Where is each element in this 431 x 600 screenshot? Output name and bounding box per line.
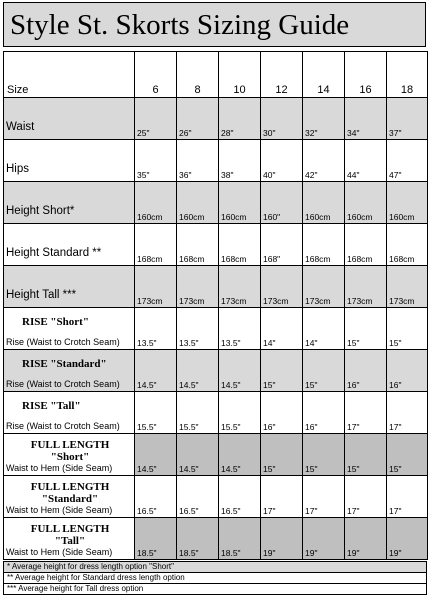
rise-label xyxy=(4,350,135,392)
footnote-standard: ** Average height for Standard dress length option xyxy=(4,573,427,584)
measurement-cell: 15" xyxy=(345,308,387,350)
measurement-cell: 40" xyxy=(261,140,303,182)
measurement-cell: 15" xyxy=(345,434,387,476)
measurement-cell: 19" xyxy=(387,518,428,560)
full-length-heading: FULL LENGTH xyxy=(30,439,110,451)
measurement-cell: 15.5" xyxy=(219,392,261,434)
table-row xyxy=(4,518,428,560)
measurement-cell: 17" xyxy=(387,392,428,434)
measurement-cell: 14.5" xyxy=(219,434,261,476)
measurement-cell: 19" xyxy=(345,518,387,560)
measurement-cell: 16.5" xyxy=(219,476,261,518)
table-row xyxy=(4,476,428,518)
measurement-cell: 16.5" xyxy=(135,476,177,518)
size-8-header: 8 xyxy=(177,52,219,98)
measurement-cell: 16" xyxy=(303,392,345,434)
page-title: Style St. Skorts Sizing Guide xyxy=(3,2,426,47)
measurement-cell: 16" xyxy=(387,350,428,392)
table-row xyxy=(4,140,428,182)
measurement-cell: 173cm xyxy=(177,266,219,308)
measurement-cell: 34" xyxy=(345,98,387,140)
measurement-cell: 168cm xyxy=(387,224,428,266)
footnotes xyxy=(3,561,427,595)
measurement-cell: 28" xyxy=(219,98,261,140)
rise-subheading: Rise (Waist to Crotch Seam) xyxy=(6,337,120,347)
measurement-cell: 168cm xyxy=(303,224,345,266)
measurement-cell: 19" xyxy=(261,518,303,560)
footnote-tall: *** Average height for Tall dress option xyxy=(4,584,427,595)
measurement-cell: 17" xyxy=(261,476,303,518)
full-length-subheading: Waist to Hem (Side Seam) xyxy=(6,463,113,473)
full-length-label xyxy=(4,434,135,476)
measurement-cell: 14.5" xyxy=(177,434,219,476)
full-length-subheading: Waist to Hem (Side Seam) xyxy=(6,547,113,557)
table-row xyxy=(4,224,428,266)
measurement-cell: 160cm xyxy=(345,182,387,224)
measurement-cell: 18.5" xyxy=(219,518,261,560)
full-length-heading: FULL LENGTH xyxy=(30,481,110,493)
measurement-cell: 160cm xyxy=(387,182,428,224)
measurement-cell: 14.5" xyxy=(219,350,261,392)
measurement-cell: 173cm xyxy=(303,266,345,308)
row-label: Waist xyxy=(4,98,135,140)
measurement-cell: 168" xyxy=(261,224,303,266)
row-label: Height Short* xyxy=(4,182,135,224)
rise-label xyxy=(4,308,135,350)
rise-label xyxy=(4,392,135,434)
measurement-cell: 160cm xyxy=(219,182,261,224)
measurement-cell: 38" xyxy=(219,140,261,182)
measurement-cell: 18.5" xyxy=(135,518,177,560)
measurement-cell: 173cm xyxy=(219,266,261,308)
measurement-cell: 16" xyxy=(261,392,303,434)
measurement-cell: 17" xyxy=(345,476,387,518)
measurement-cell: 17" xyxy=(303,476,345,518)
measurement-cell: 16.5" xyxy=(177,476,219,518)
full-length-subheading: Waist to Hem (Side Seam) xyxy=(6,505,113,515)
measurement-cell: 13.5" xyxy=(177,308,219,350)
measurement-cell: 168cm xyxy=(345,224,387,266)
measurement-cell: 15.5" xyxy=(135,392,177,434)
measurement-cell: 173cm xyxy=(261,266,303,308)
table-row xyxy=(4,350,428,392)
table-row xyxy=(4,266,428,308)
measurement-cell: 160cm xyxy=(135,182,177,224)
measurement-cell: 160" xyxy=(261,182,303,224)
size-header: Size xyxy=(4,52,135,98)
measurement-cell: 15.5" xyxy=(177,392,219,434)
measurement-cell: 14" xyxy=(261,308,303,350)
measurement-cell: 19" xyxy=(303,518,345,560)
measurement-cell: 36" xyxy=(177,140,219,182)
header-row xyxy=(4,52,428,98)
measurement-cell: 15" xyxy=(303,350,345,392)
rise-subheading: Rise (Waist to Crotch Seam) xyxy=(6,379,120,389)
measurement-cell: 25" xyxy=(135,98,177,140)
measurement-cell: 13.5" xyxy=(219,308,261,350)
table-row xyxy=(4,98,428,140)
full-length-variant: "Tall" xyxy=(54,535,86,547)
measurement-cell: 173cm xyxy=(135,266,177,308)
full-length-variant: "Short" xyxy=(50,451,90,463)
full-length-label xyxy=(4,518,135,560)
measurement-cell: 35" xyxy=(135,140,177,182)
full-length-variant: "Standard" xyxy=(41,493,99,505)
measurement-cell: 14.5" xyxy=(177,350,219,392)
row-label: Hips xyxy=(4,140,135,182)
measurement-cell: 37" xyxy=(387,98,428,140)
measurement-cell: 15" xyxy=(261,434,303,476)
measurement-cell: 17" xyxy=(387,476,428,518)
measurement-cell: 16" xyxy=(345,350,387,392)
measurement-cell: 173cm xyxy=(387,266,428,308)
full-length-label xyxy=(4,476,135,518)
measurement-cell: 168cm xyxy=(135,224,177,266)
measurement-cell: 168cm xyxy=(177,224,219,266)
measurement-cell: 32" xyxy=(303,98,345,140)
size-16-header: 16 xyxy=(345,52,387,98)
size-10-header: 10 xyxy=(219,52,261,98)
measurement-cell: 14" xyxy=(303,308,345,350)
measurement-cell: 17" xyxy=(345,392,387,434)
measurement-cell: 13.5" xyxy=(135,308,177,350)
table-row xyxy=(4,392,428,434)
table-row xyxy=(4,434,428,476)
rise-heading: RISE "Standard" xyxy=(22,358,107,370)
sizing-guide-sheet xyxy=(3,2,428,594)
table-row xyxy=(4,182,428,224)
row-label: Height Standard ** xyxy=(4,224,135,266)
measurement-cell: 14.5" xyxy=(135,350,177,392)
size-18-header: 18 xyxy=(387,52,428,98)
size-6-header: 6 xyxy=(135,52,177,98)
size-14-header: 14 xyxy=(303,52,345,98)
row-label: Height Tall *** xyxy=(4,266,135,308)
measurement-cell: 15" xyxy=(261,350,303,392)
measurement-cell: 14.5" xyxy=(135,434,177,476)
rise-heading: RISE "Tall" xyxy=(22,400,81,412)
measurement-cell: 47" xyxy=(387,140,428,182)
measurement-cell: 30" xyxy=(261,98,303,140)
measurement-cell: 15" xyxy=(303,434,345,476)
size-12-header: 12 xyxy=(261,52,303,98)
measurement-cell: 160cm xyxy=(177,182,219,224)
rise-subheading: Rise (Waist to Crotch Seam) xyxy=(6,421,120,431)
measurement-cell: 173cm xyxy=(345,266,387,308)
measurement-cell: 168cm xyxy=(219,224,261,266)
footnote-short: * Average height for dress length option "Short" xyxy=(4,562,427,573)
sizing-table xyxy=(3,51,428,560)
measurement-cell: 15" xyxy=(387,308,428,350)
rise-heading: RISE "Short" xyxy=(22,316,89,328)
measurement-cell: 18.5" xyxy=(177,518,219,560)
measurement-cell: 44" xyxy=(345,140,387,182)
table-row xyxy=(4,308,428,350)
full-length-heading: FULL LENGTH xyxy=(30,523,110,535)
measurement-cell: 26" xyxy=(177,98,219,140)
measurement-cell: 42" xyxy=(303,140,345,182)
measurement-cell: 15" xyxy=(387,434,428,476)
measurement-cell: 160cm xyxy=(303,182,345,224)
